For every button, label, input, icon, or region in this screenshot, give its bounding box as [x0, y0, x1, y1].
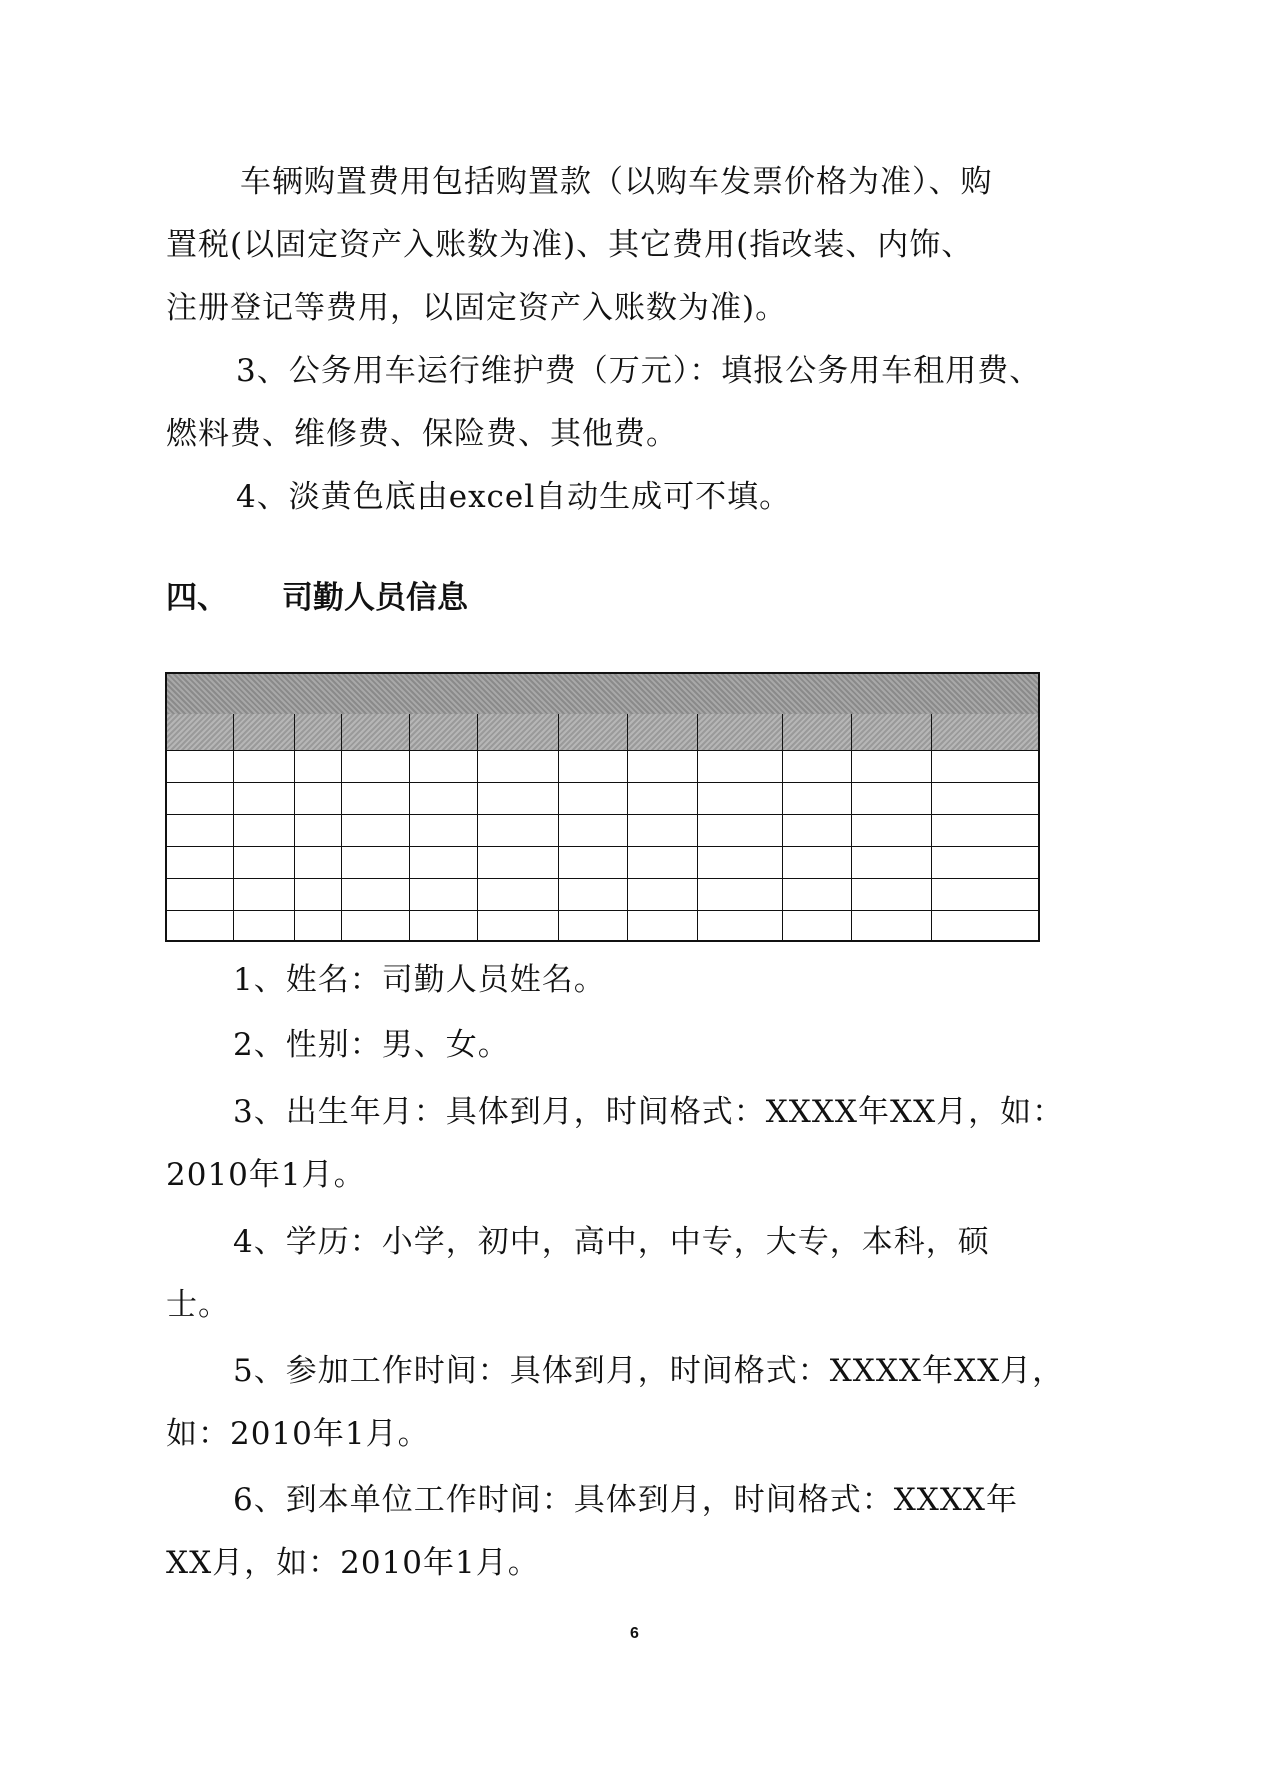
paragraph-line: 3、出生年月：具体到月，时间格式：XXXX年XX月，如：	[233, 1094, 1065, 1130]
column-divider	[233, 714, 234, 940]
row-divider	[167, 910, 1038, 911]
row-divider	[167, 814, 1038, 815]
column-divider	[782, 714, 783, 940]
paragraph-line: 士。	[166, 1287, 230, 1323]
paragraph-line: 燃料费、维修费、保险费、其他费。	[166, 416, 678, 452]
column-divider	[697, 714, 698, 940]
section-number: 四、	[166, 580, 228, 616]
row-divider	[167, 878, 1038, 879]
column-divider	[627, 714, 628, 940]
paragraph-line: 4、淡黄色底由excel自动生成可不填。	[236, 479, 792, 515]
column-divider	[851, 714, 852, 940]
paragraph-line: 5、参加工作时间：具体到月，时间格式：XXXX年XX月，	[233, 1353, 1065, 1389]
section-heading	[166, 578, 468, 618]
row-divider	[167, 846, 1038, 847]
paragraph-line: 车辆购置费用包括购置款（以购车发票价格为准）、购	[240, 164, 993, 200]
row-divider	[167, 750, 1038, 751]
paragraph-line: 置税(以固定资产入账数为准)、其它费用(指改装、内饰、	[166, 227, 974, 263]
paragraph-line: XX月，如：2010年1月。	[166, 1545, 540, 1581]
column-divider	[294, 714, 295, 940]
column-divider	[477, 714, 478, 940]
paragraph-line: 如：2010年1月。	[166, 1416, 430, 1452]
paragraph-line: 6、到本单位工作时间：具体到月，时间格式：XXXX年	[233, 1482, 1018, 1518]
paragraph-line: 3、公务用车运行维护费（万元）：填报公务用车租用费、	[236, 353, 1042, 389]
column-divider	[341, 714, 342, 940]
paragraph-line: 2、性别：男、女。	[233, 1027, 510, 1063]
table-title-band	[167, 672, 1038, 714]
paragraph-line: 1、姓名：司勤人员姓名。	[233, 962, 606, 998]
paragraph-line: 2010年1月。	[166, 1157, 366, 1193]
section-title: 司勤人员信息	[282, 580, 468, 616]
row-divider	[167, 782, 1038, 783]
table-header-band	[167, 714, 1038, 750]
column-divider	[409, 714, 410, 940]
staff-info-table	[165, 672, 1040, 942]
column-divider	[558, 714, 559, 940]
page-number: 6	[630, 1625, 639, 1642]
paragraph-line: 注册登记等费用，以固定资产入账数为准)。	[166, 290, 788, 326]
paragraph-line: 4、学历：小学，初中，高中，中专，大专，本科，硕	[233, 1224, 990, 1260]
column-divider	[931, 714, 932, 940]
